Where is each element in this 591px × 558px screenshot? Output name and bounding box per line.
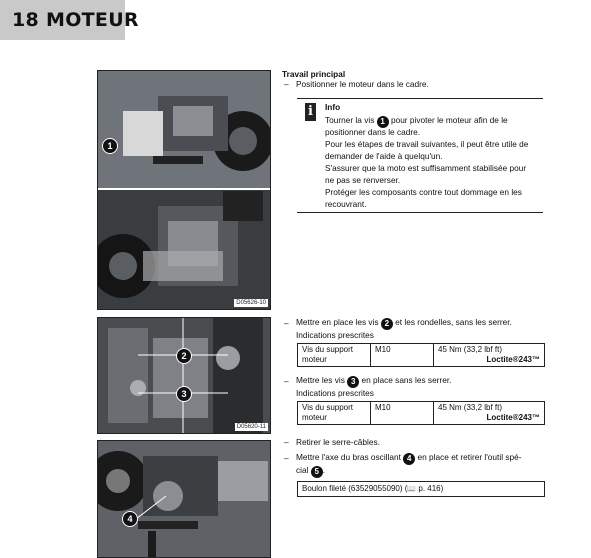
chapter-number: 18 <box>12 9 40 31</box>
spec-item: Vis du support moteur <box>298 402 371 425</box>
spec-label: Indications prescrites <box>296 330 374 340</box>
info-line-4: demander de l'aide à quelqu'un. <box>325 151 443 161</box>
figure-engine-mount-screws <box>97 317 271 434</box>
spec-thread: M10 <box>371 402 434 425</box>
engine-photo-1 <box>98 71 270 309</box>
info-line-2: positionner dans le cadre. <box>325 127 421 137</box>
spec-item: Vis du support moteur <box>298 344 371 367</box>
figure-engine-positioning <box>97 70 271 310</box>
info-line-5: S'assurer que la moto est suffisamment stabilisée pour <box>325 163 527 173</box>
info-label: Info <box>325 102 341 112</box>
figure-caption: D05620-11 <box>236 424 266 430</box>
spec-thread: M10 <box>371 344 434 367</box>
dash: – <box>284 453 289 463</box>
dash: – <box>284 318 289 328</box>
spec-label: Indications prescrites <box>296 388 374 398</box>
ref-number-1: 1 <box>377 116 389 128</box>
page-ref-link[interactable]: p. 416) <box>418 484 444 493</box>
step5-line1: Mettre l'axe du bras oscillant 4 en place et retirer l'outil spé- <box>296 452 522 463</box>
chapter-header <box>0 0 139 40</box>
marker-4: 4 <box>122 511 138 527</box>
info-line-3: Pour les étapes de travail suivantes, il peut être utile de <box>325 139 529 149</box>
dash: – <box>284 79 289 89</box>
marker-1: 1 <box>102 138 118 154</box>
spec-torque: 45 Nm (33,2 lbf ft) Loctite®243™ <box>434 402 545 425</box>
info-line-1: Tourner la vis 1 pour pivoter le moteur afin de le <box>325 115 508 126</box>
info-icon: i <box>305 103 316 121</box>
spec-torque: 45 Nm (33,2 lbf ft) Loctite®243™ <box>434 344 545 367</box>
step1-text: Positionner le moteur dans le cadre. <box>296 79 429 89</box>
info-top-rule <box>297 98 543 99</box>
marker-3: 3 <box>176 386 192 402</box>
engine-photo-3 <box>98 441 270 557</box>
ref-number-3: 3 <box>347 376 359 388</box>
torque-spec-table <box>297 401 545 425</box>
figure-caption: D05626-10 <box>236 300 266 306</box>
step4-text: Retirer le serre-câbles. <box>296 437 380 447</box>
info-line-6: ne pas se renverser. <box>325 175 401 185</box>
info-bottom-rule <box>297 212 543 213</box>
step2-text: Mettre en place les vis 2 et les rondelles, sans les serrer. <box>296 317 512 328</box>
section-title: Travail principal <box>282 69 346 79</box>
ref-number-5: 5 <box>311 466 323 478</box>
ref-number-2: 2 <box>381 318 393 330</box>
special-tool-box: Boulon fileté (63529055090) (📖 p. 416) <box>297 481 545 497</box>
figure-swingarm-axle <box>97 440 271 558</box>
step3-text: Mettre les vis 3 en place sans les serrer. <box>296 375 452 386</box>
dash: – <box>284 376 289 386</box>
dash: – <box>284 437 289 447</box>
info-line-7: Protéger les composants contre tout dommage en les <box>325 187 522 197</box>
marker-2: 2 <box>176 348 192 364</box>
step5-line2: cial 5 . <box>296 465 326 476</box>
torque-spec-table <box>297 343 545 367</box>
info-line-8: recouvrant. <box>325 199 367 209</box>
chapter-title: MOTEUR <box>46 9 139 31</box>
engine-photo-2 <box>98 318 270 433</box>
ref-number-4: 4 <box>403 453 415 465</box>
book-icon: 📖 <box>407 486 417 493</box>
